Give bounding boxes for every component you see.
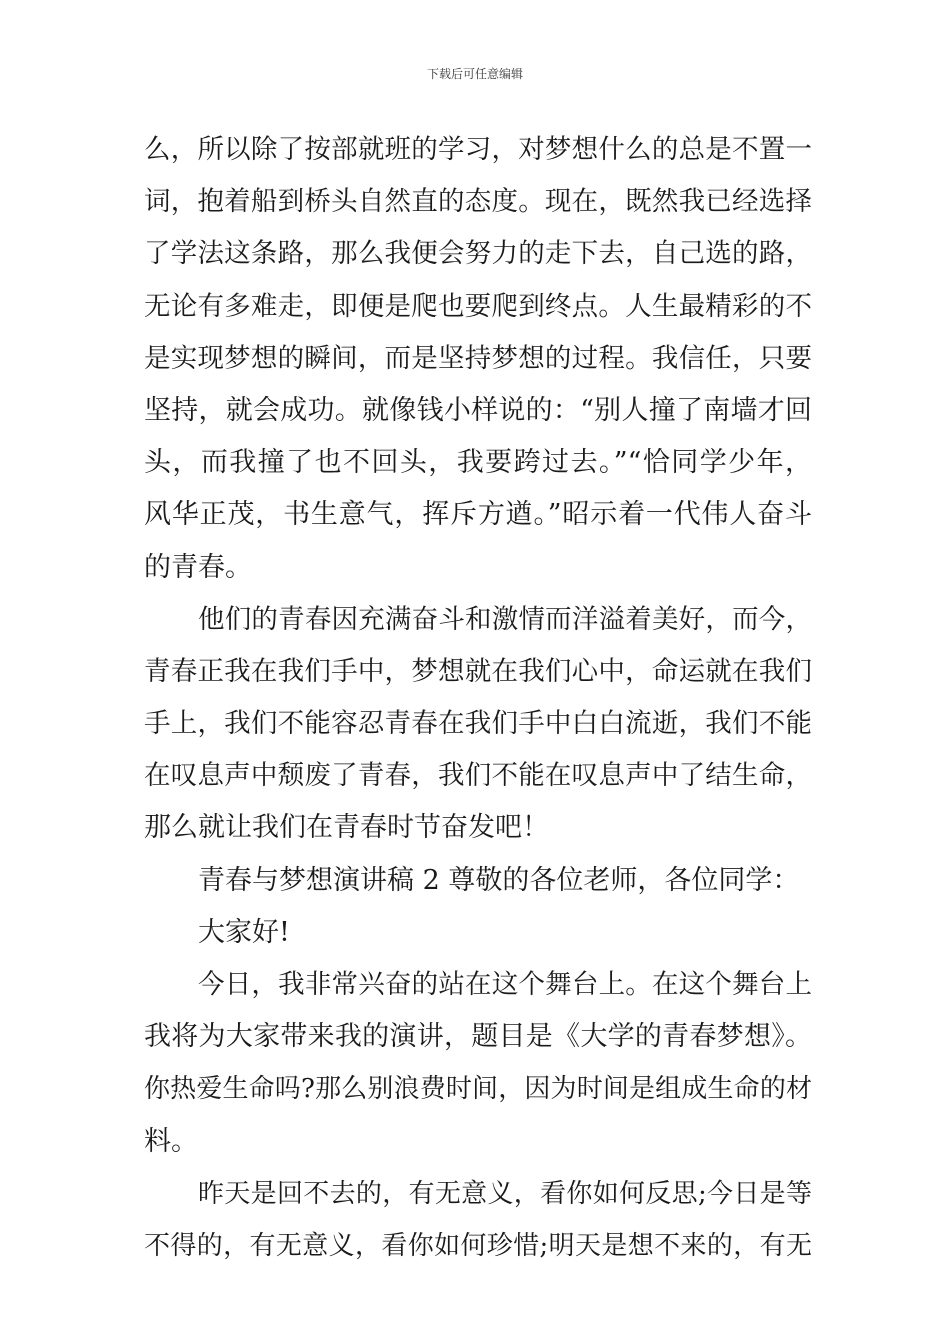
text-line: 不得的，有无意义，看你如何珍惜;明天是想不来的，有无 bbox=[144, 1230, 812, 1261]
body-text bbox=[144, 130, 812, 1278]
text-line: 我将为大家带来我的演讲，题目是《大学的青春梦想》。 bbox=[144, 1021, 812, 1053]
text-line: 么，所以除了按部就班的学习，对梦想什么的总是不置一 bbox=[144, 134, 812, 165]
text-line: 今日，我非常兴奋的站在这个舞台上。在这个舞台上 bbox=[198, 969, 812, 1000]
text-line: 那么就让我们在青春时节奋发吧！ bbox=[144, 812, 549, 844]
text-line: 青春与梦想演讲稿 2 尊敬的各位老师，各位同学： bbox=[198, 864, 800, 896]
text-line: 坚持，就会成功。就像钱小样说的：“别人撞了南墙才回 bbox=[144, 394, 812, 426]
text-line: 的青春。 bbox=[144, 551, 252, 583]
text-line: 他们的青春因充满奋斗和激情而洋溢着美好，而今， bbox=[198, 603, 812, 635]
text-line: 词，抱着船到桥头自然直的态度。现在，既然我已经选择 bbox=[144, 186, 812, 218]
text-line: 你热爱生命吗?那么别浪费时间，因为时间是组成生命的材 bbox=[144, 1074, 812, 1105]
text-line: 风华正茂，书生意气，挥斥方遒。”昭示着一代伟人奋斗 bbox=[144, 499, 812, 531]
text-line: 青春正我在我们手中，梦想就在我们心中，命运就在我们 bbox=[144, 655, 812, 687]
text-line: 在叹息声中颓废了青春，我们不能在叹息声中了结生命， bbox=[144, 760, 812, 792]
text-line: 料。 bbox=[144, 1125, 198, 1157]
text-line: 头，而我撞了也不回头，我要跨过去。”“恰同学少年， bbox=[144, 447, 812, 479]
text-line: 昨天是回不去的，有无意义，看你如何反思;今日是等 bbox=[198, 1178, 812, 1209]
text-line: 了学法这条路，那么我便会努力的走下去，自己选的路， bbox=[144, 238, 812, 270]
text-line: 无论有多难走，即便是爬也要爬到终点。人生最精彩的不 bbox=[144, 290, 812, 322]
text-line: 是实现梦想的瞬间，而是坚持梦想的过程。我信任，只要 bbox=[144, 342, 812, 374]
page-header: 下载后可任意编辑 bbox=[426, 67, 523, 81]
text-line: 大家好! bbox=[198, 916, 290, 948]
text-line: 手上，我们不能容忍青春在我们手中白白流逝，我们不能 bbox=[144, 708, 812, 740]
